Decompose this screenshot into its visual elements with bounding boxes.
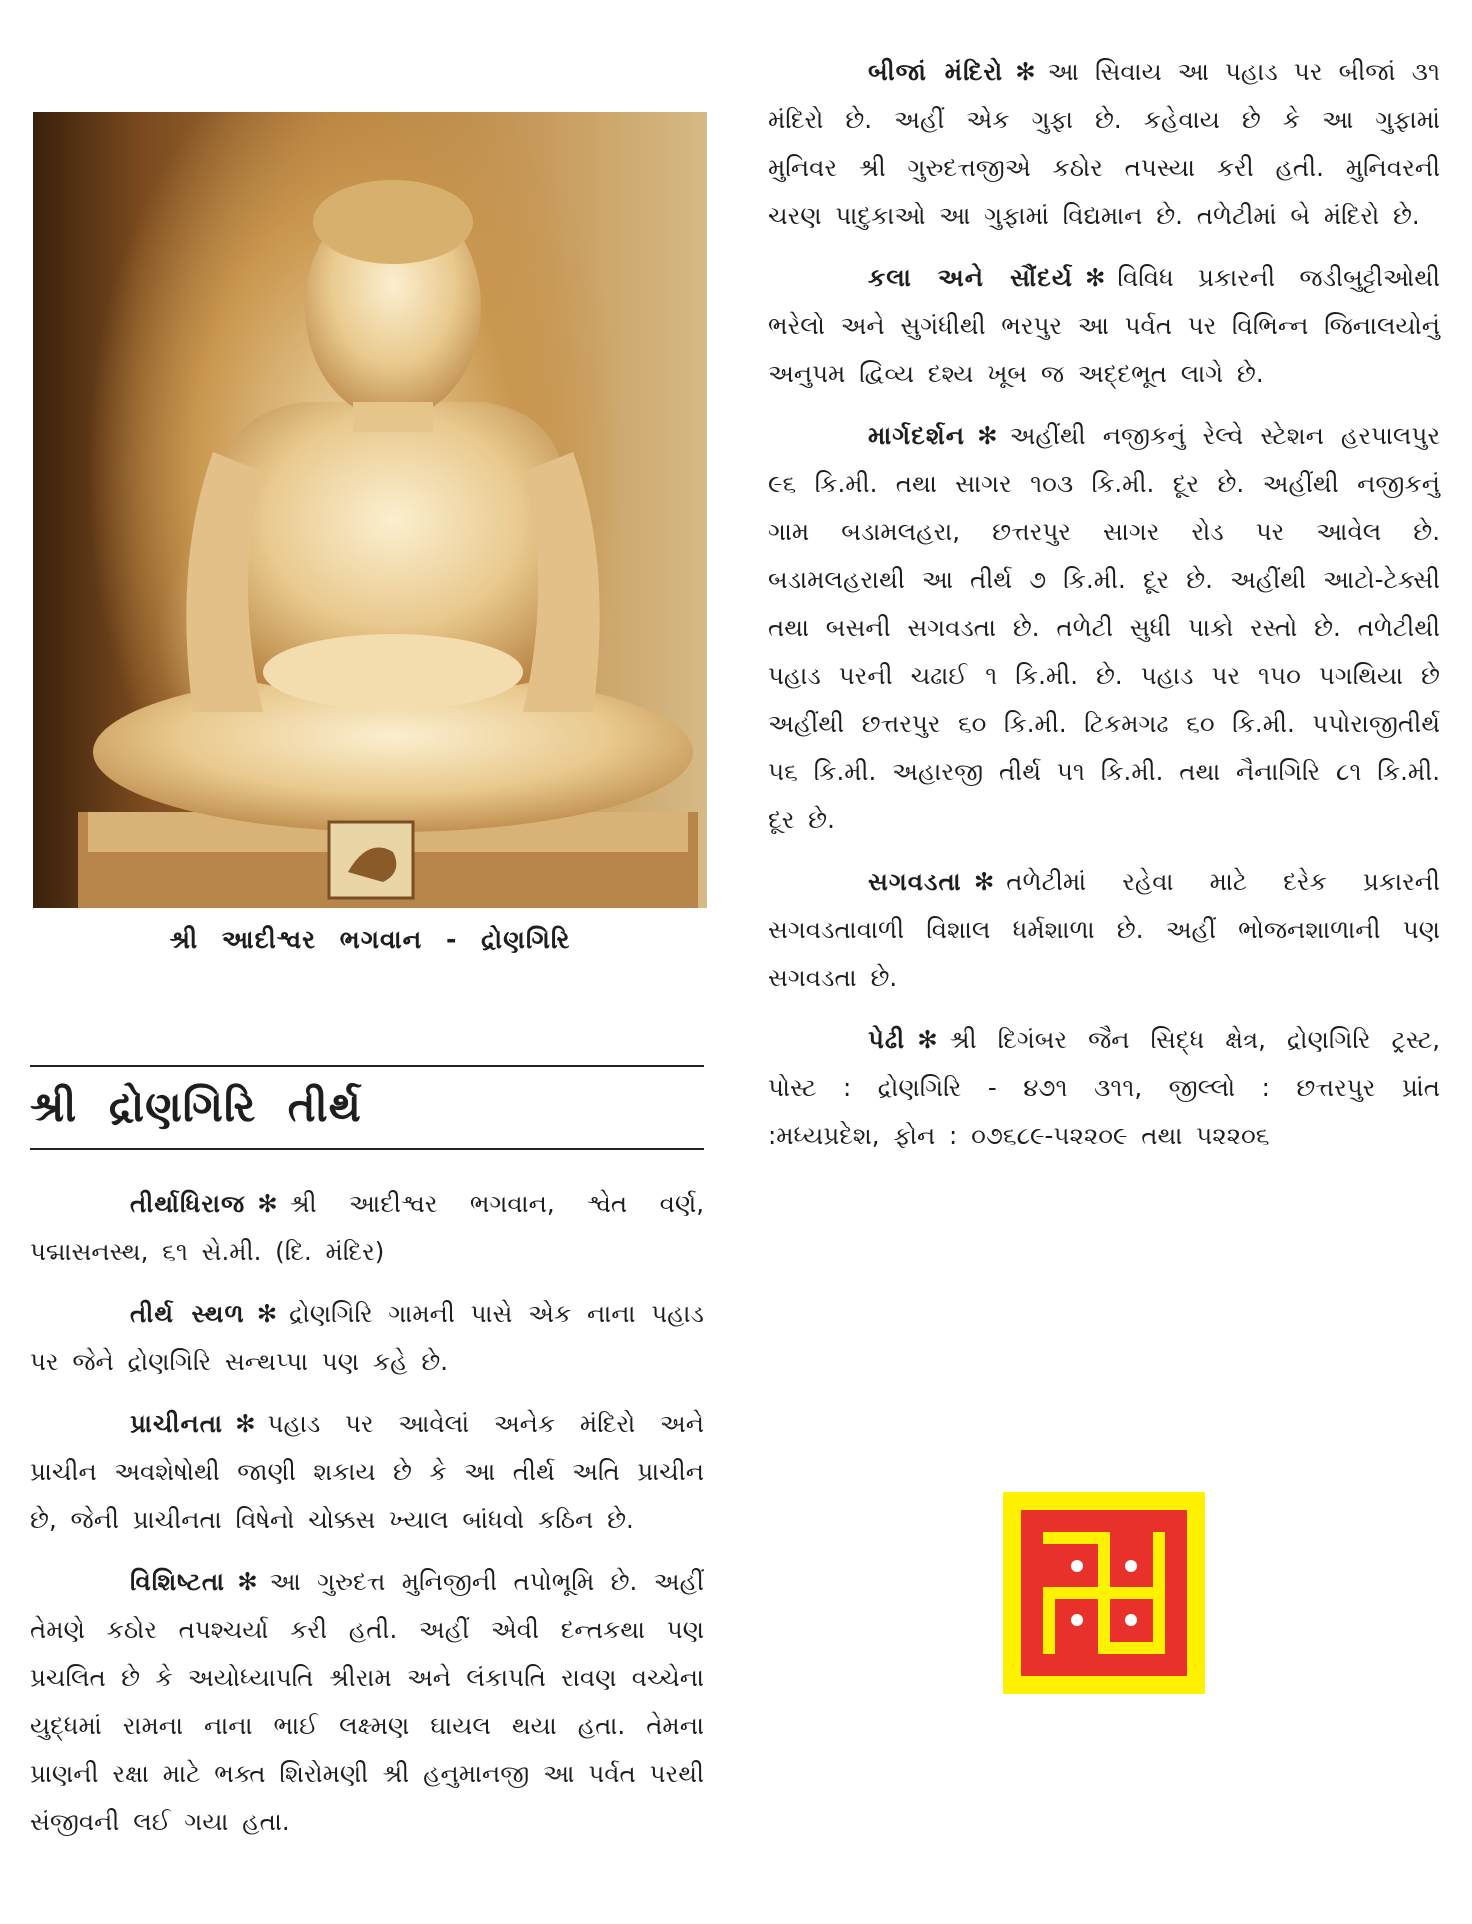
left-column: [30, 1180, 704, 1860]
section-heading: વિશિષ્ટતા: [130, 1567, 226, 1596]
swastika-graphic: [1003, 1492, 1205, 1694]
section-heading: કલા અને સૌંદર્ય: [868, 263, 1073, 292]
section-margdarshan: [768, 412, 1440, 844]
section-kala-ane-saundarya: [768, 254, 1440, 398]
title-bottom-rule: [30, 1148, 704, 1150]
section-text: વિવિધ પ્રકારની જડીબુટ્ટીઓથી ભરેલો અને સુગંધીથી ભરપુર આ પર્વત પર વિભિન્ન જિનાલયોનું અનુપમ દ્વિવ્ય દશ્ય ખૂબ જ અદ્દભૂત લાગે છે.: [768, 263, 1440, 388]
separator-mark: ✻: [973, 867, 995, 896]
section-text: શ્રી આદીશ્વર ભગવાન, શ્વેત વર્ણ, પદ્માસનસ્થ, ૬૧ સે.મી. (દિ. મંદિર): [30, 1189, 704, 1266]
section-tirthadhiraj: [30, 1180, 704, 1276]
separator-mark: ✻: [1084, 263, 1106, 292]
section-heading: પેઢી: [868, 1025, 906, 1054]
separator-mark: ✻: [977, 421, 998, 450]
title-top-rule: [30, 1065, 704, 1067]
section-text: અહીંથી નજીકનું રેલ્વે સ્ટેશન હરપાલપુર ૯૬ કિ.મી. તથા સાગર ૧૦૩ કિ.મી. દૂર છે. અહીંથી નજીકનું ગામ બડામલહરા, છત્તરપુર સાગર રોડ પર આવેલ છે. બડામલહરાથી આ તીર્થ ૭ કિ.મી. દૂર છે. અહીંથી આટો-ટેક્સી તથા બસની સગવડતા છે. તળેટી સુધી પાકો રસ્તો છે. તળેટીથી પહાડ પરની ચઢાઈ ૧ કિ.મી. છે. પહાડ પર ૧૫૦ પગથિયા છે અહીંથી છત્તરપુર ૬૦ કિ.મી. ટિકમગઢ ૬૦ કિ.મી. પપોરાજીતીર્થ ૫૬ કિ.મી. અહારજી તીર્થ ૫૧ કિ.મી. તથા નૈનાગિરિ ૮૧ કિ.મી. દૂર છે.: [768, 421, 1440, 834]
idol-photo: [33, 112, 707, 908]
section-heading: પ્રાચીનતા: [130, 1409, 224, 1438]
swastika-icon: [1003, 1492, 1205, 1694]
separator-mark: ✻: [257, 1189, 278, 1218]
separator-mark: ✻: [235, 1409, 256, 1438]
separator-mark: ✻: [256, 1299, 278, 1328]
section-text: આ સિવાય આ પહાડ પર બીજાં ૩૧ મંદિરો છે. અહીં એક ગુફા છે. કહેવાય છે કે આ ગુફામાં મુનિવર શ્રી ગુરુદત્તજીએ કઠોર તપસ્યા કરી હતી. મુનિવરની ચરણ પાદુકાઓ આ ગુફામાં વિદ્યમાન છે. તળેટીમાં બે મંદિરો છે.: [768, 57, 1440, 230]
section-text: આ ગુરુદત્ત મુનિજીની તપોભૂમિ છે. અહીં તેમણે કઠોર તપશ્ચર્યા કરી હતી. અહીં એવી દન્તકથા પણ પ્રચલિત છે કે અયોધ્યાપતિ શ્રીરામ અને લંકાપતિ રાવણ વચ્ચેના યુદ્ધમાં રામના નાના ભાઈ લક્ષ્મણ ઘાયલ થયા હતા. તેમના પ્રાણની રક્ષા માટે ભક્ત શિરોમણી શ્રી હનુમાનજી આ પર્વત પરથી સંજીવની લઈ ગયા હતા.: [30, 1567, 704, 1836]
section-vishishtata: [30, 1558, 704, 1846]
section-heading: તીર્થાધિરાજ: [130, 1189, 246, 1218]
page-title: શ્રી દ્રોણગિરિ તીર્થ: [30, 1082, 362, 1131]
photo-caption: શ્રી આદીશ્વર ભગવાન - દ્રોણગિરિ: [169, 925, 571, 954]
section-pedhi: [768, 1016, 1440, 1160]
section-text: તળેટીમાં રહેવા માટે દરેક પ્રકારની સગવડતાવાળી વિશાલ ધર્મશાળા છે. અહીં ભોજનશાળાની પણ સગવડતા છે.: [768, 867, 1440, 992]
separator-mark: ✻: [1015, 57, 1036, 86]
section-heading: તીર્થ સ્થળ: [130, 1299, 245, 1328]
section-sagavadata: [768, 858, 1440, 1002]
right-column: [768, 48, 1440, 1174]
separator-mark: ✻: [917, 1025, 938, 1054]
section-text: શ્રી દિગંબર જૈન સિદ્ધ ક્ષેત્ર, દ્રોણગિરિ ટ્રસ્ટ, પોસ્ટ : દ્રોણગિરિ - ૪૭૧ ૩૧૧, જીલ્લો : છત્તરપુર પ્રાંત :મધ્યપ્રદેશ, ફોન : ૦૭૬૮૯-૫૨૨૦૯ તથા ૫૨૨૦૬: [768, 1025, 1440, 1150]
separator-mark: ✻: [237, 1567, 258, 1596]
section-bija-mandiro: [768, 48, 1440, 240]
section-text: દ્રોણગિરિ ગામની પાસે એક નાના પહાડ પર જેને દ્રોણગિરિ સન્થપ્પા પણ કહે છે.: [30, 1299, 704, 1376]
section-prachinata: [30, 1400, 704, 1544]
section-heading: માર્ગદર્શન: [868, 421, 966, 450]
section-heading: સગવડતા: [868, 867, 962, 896]
section-heading: બીજાં મંદિરો: [868, 57, 1004, 86]
section-tirth-sthal: [30, 1290, 704, 1386]
idol-illustration: [33, 112, 707, 908]
section-text: પહાડ પર આવેલાં અનેક મંદિરો અને પ્રાચીન અવશેષોથી જાણી શકાય છે કે આ તીર્થ અતિ પ્રાચીન છે, જેની પ્રાચીનતા વિષેનો ચોક્કસ ખ્યાલ બાંધવો કઠિન છે.: [30, 1409, 704, 1534]
